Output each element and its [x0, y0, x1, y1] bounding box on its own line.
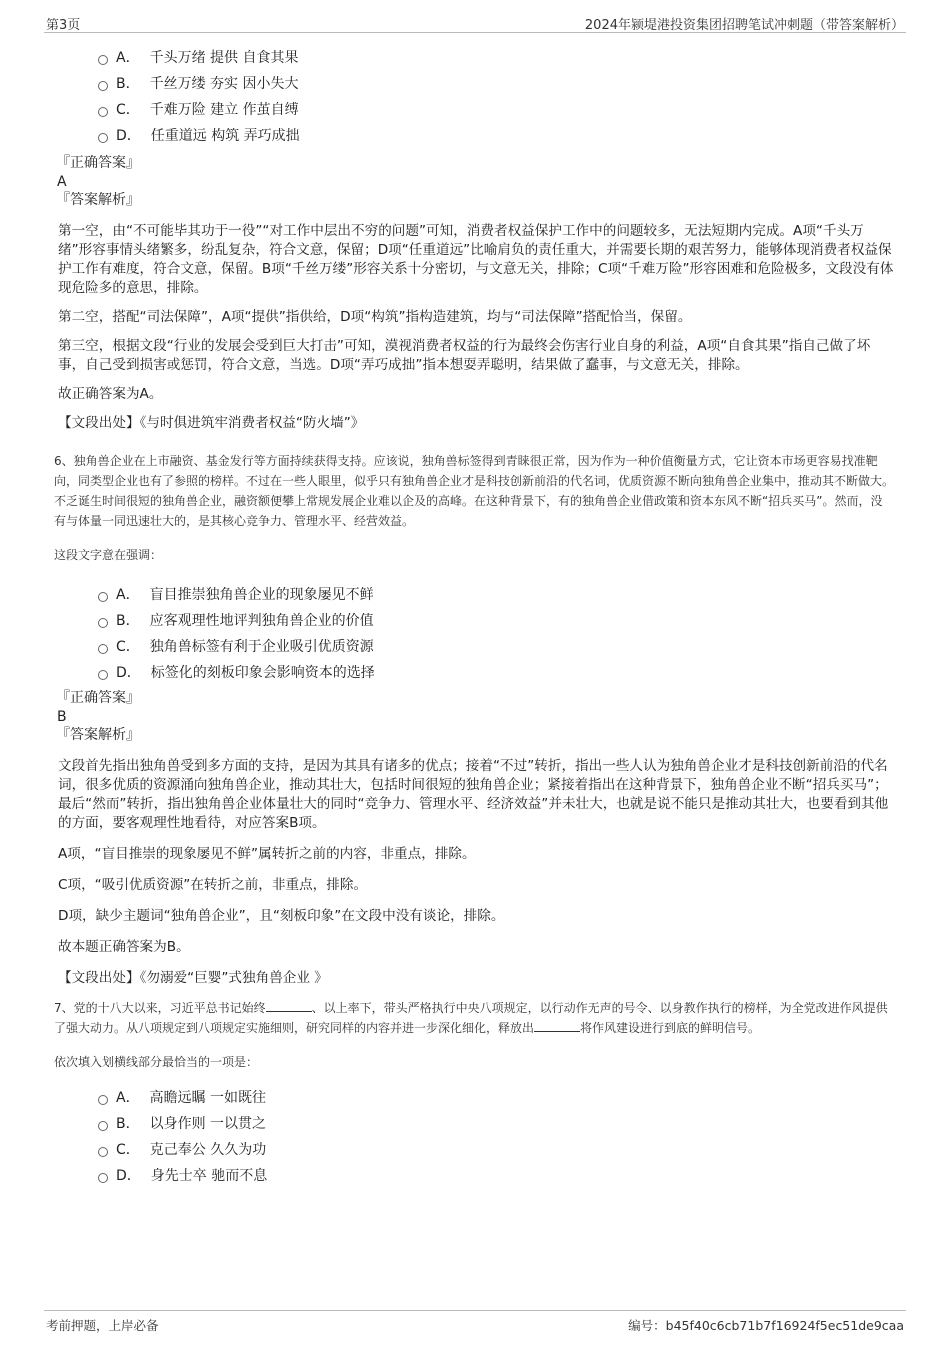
q5-analysis-para-3: 第三空，根据文段“行业的发展会受到巨大打击”可知，漠视消费者权益的行为最终会伤害行业自身的利益，A项“自食其果”指自己做了坏事，自己受到损害或惩罚，符合文意，当选。D项“弄巧成拙”指本想耍弄聪明，结果做了蠢事，与文意无关，排除。 [58, 338, 871, 373]
q5-option-a[interactable]: A． 千头万绪 提供 自食其果 [98, 44, 894, 70]
radio-icon[interactable] [98, 592, 108, 602]
q5-option-b[interactable]: B． 千丝万缕 夯实 因小失大 [98, 70, 894, 96]
q5-analysis-para-1: 第一空，由“不可能毕其功于一役”“对工作中层出不穷的问题”可知，消费者权益保护工作中的问题较多，无法短期内完成。A项“千头万绪”形容事情头绪繁多，纷乱复杂，符合文意，保留；D项“任重道远”比喻肩负的责任重大，并需要长期的艰苦努力，能够体现消费者权益保护工作有难度，符合文意，保留。B项“千丝万缕”形容关系十分密切，与文意无关，排除；C项“千难万险”形容困难和危险极多，文段没有体现危险多的意思，排除。 [58, 223, 894, 296]
q7-option-a[interactable]: A． 高瞻远瞩 一如既往 [98, 1084, 894, 1110]
q6-answer-label: 『正确答案』 [56, 690, 140, 706]
q6-analysis-para-4: D项，缺少主题词“独角兽企业”，且“刻板印象”在文段中没有谈论，排除。 [58, 908, 505, 924]
fill-blank-1 [266, 999, 312, 1012]
footer-slogan: 考前押题，上岸必备 [46, 1318, 159, 1333]
q6-prompt: 这段文字意在强调： [54, 548, 163, 562]
q6-conclusion: 故本题正确答案为B。 [58, 939, 190, 955]
q7-options [98, 1084, 894, 1188]
q6-option-d[interactable]: D． 标签化的刻板印象会影响资本的选择 [98, 659, 894, 685]
q6-option-a[interactable]: A． 盲目推崇独角兽企业的现象屡见不鲜 [98, 581, 894, 607]
q6-analysis [58, 757, 894, 988]
radio-icon[interactable] [98, 1095, 108, 1105]
page-number: 第3页 [46, 18, 81, 33]
document-code: 编号：b45f40c6cb71b7f16924f5ec51de9caa [628, 1318, 904, 1333]
radio-icon[interactable] [98, 133, 108, 143]
q7-option-d[interactable]: D． 身先士卒 驰而不息 [98, 1162, 894, 1188]
radio-icon[interactable] [98, 618, 108, 628]
q5-option-d[interactable]: D． 任重道远 构筑 弄巧成拙 [98, 122, 894, 148]
q7-option-b[interactable]: B． 以身作则 一以贯之 [98, 1110, 894, 1136]
radio-icon[interactable] [98, 670, 108, 680]
q6-analysis-para-3: C项，“吸引优质资源”在转折之前，非重点，排除。 [58, 877, 368, 893]
q6-analysis-label: 『答案解析』 [56, 727, 140, 743]
radio-icon[interactable] [98, 81, 108, 91]
radio-icon[interactable] [98, 107, 108, 117]
radio-icon[interactable] [98, 55, 108, 65]
q7-stem: 7、党的十八大以来，习近平总书记始终 、以上率下，带头严格执行中央八项规定，以行动作无声的号令、以身教作执行的榜样，为全党改进作风提供了强大动力。从八项规定到八项规定实施细则，研究同样的内容并进一步深化细化，释放出 将作风建设进行到底的鲜明信号。 [54, 1001, 888, 1035]
q5-options [98, 44, 894, 148]
radio-icon[interactable] [98, 1147, 108, 1157]
q6-answer: B [57, 709, 67, 725]
q7-prompt: 依次填入划横线部分最恰当的一项是： [54, 1055, 259, 1069]
q5-conclusion: 故正确答案为A。 [58, 386, 163, 402]
page-content [56, 44, 894, 1188]
q6-options [98, 581, 894, 685]
q6-option-b[interactable]: B． 应客观理性地评判独角兽企业的价值 [98, 607, 894, 633]
q5-source: 【文段出处】《与时俱进筑牢消费者权益“防火墙”》 [58, 415, 365, 431]
page-header [44, 10, 906, 33]
q6-analysis-para-1: 文段首先指出独角兽受到多方面的支持，是因为其具有诸多的优点；接着“不过”转折，指出一些人认为独角兽企业才是科技创新前沿的代名词，很多优质的资源涌向独角兽企业，推动其壮大，包括时间很短的独角兽企业；紧接着指出在这种背景下，独角兽企业不断“招兵买马”；最后“然而”转折，指出独角兽企业体量壮大的同时“竞争力、管理水平、经济效益”并未壮大，也就是说不能只是推动其壮大，也要看到其他的方面，要客观理性地看待，对应答案B项。 [58, 758, 889, 831]
q5-answer: A [57, 174, 67, 190]
radio-icon[interactable] [98, 1121, 108, 1131]
q5-analysis [58, 222, 894, 433]
q7-option-c[interactable]: C． 克己奉公 久久为功 [98, 1136, 894, 1162]
page-footer [44, 1310, 906, 1335]
q5-option-c[interactable]: C． 千难万险 建立 作茧自缚 [98, 96, 894, 122]
q5-analysis-label: 『答案解析』 [56, 192, 140, 208]
q6-option-c[interactable]: C． 独角兽标签有利于企业吸引优质资源 [98, 633, 894, 659]
radio-icon[interactable] [98, 1173, 108, 1183]
document-title: 2024年颍堤港投资集团招聘笔试冲刺题（带答案解析） [584, 18, 904, 33]
q6-analysis-para-2: A项，“盲目推崇的现象屡见不鲜”属转折之前的内容，非重点，排除。 [58, 846, 476, 862]
q6-source: 【文段出处】《勿溺爱“巨婴”式独角兽企业 》 [58, 970, 328, 986]
q5-answer-label: 『正确答案』 [56, 155, 140, 171]
q5-analysis-para-2: 第二空，搭配“司法保障”，A项“提供”指供给，D项“构筑”指构造建筑，均与“司法保障”搭配恰当，保留。 [58, 309, 692, 325]
radio-icon[interactable] [98, 644, 108, 654]
q6-stem: 6、独角兽企业在上市融资、基金发行等方面持续获得支持。应该说，独角兽标签得到青睐很正常，因为作为一种价值衡量方式，它让资本市场更容易找准靶向，同类型企业也有了参照的榜样。不过在一些人眼里，似乎只有独角兽企业才是科技创新前沿的代名词，优质资源不断向独角兽企业集中，推动其不断做大。不乏诞生时间很短的独角兽企业，融资额便攀上常规发展企业难以企及的高峰。在这种背景下，有的独角兽企业借政策和资本东风不断“招兵买马”。然而，没有与体量一同迅速壮大的，是其核心竞争力、管理水平、经营效益。 [54, 454, 895, 528]
fill-blank-2 [534, 1019, 580, 1032]
